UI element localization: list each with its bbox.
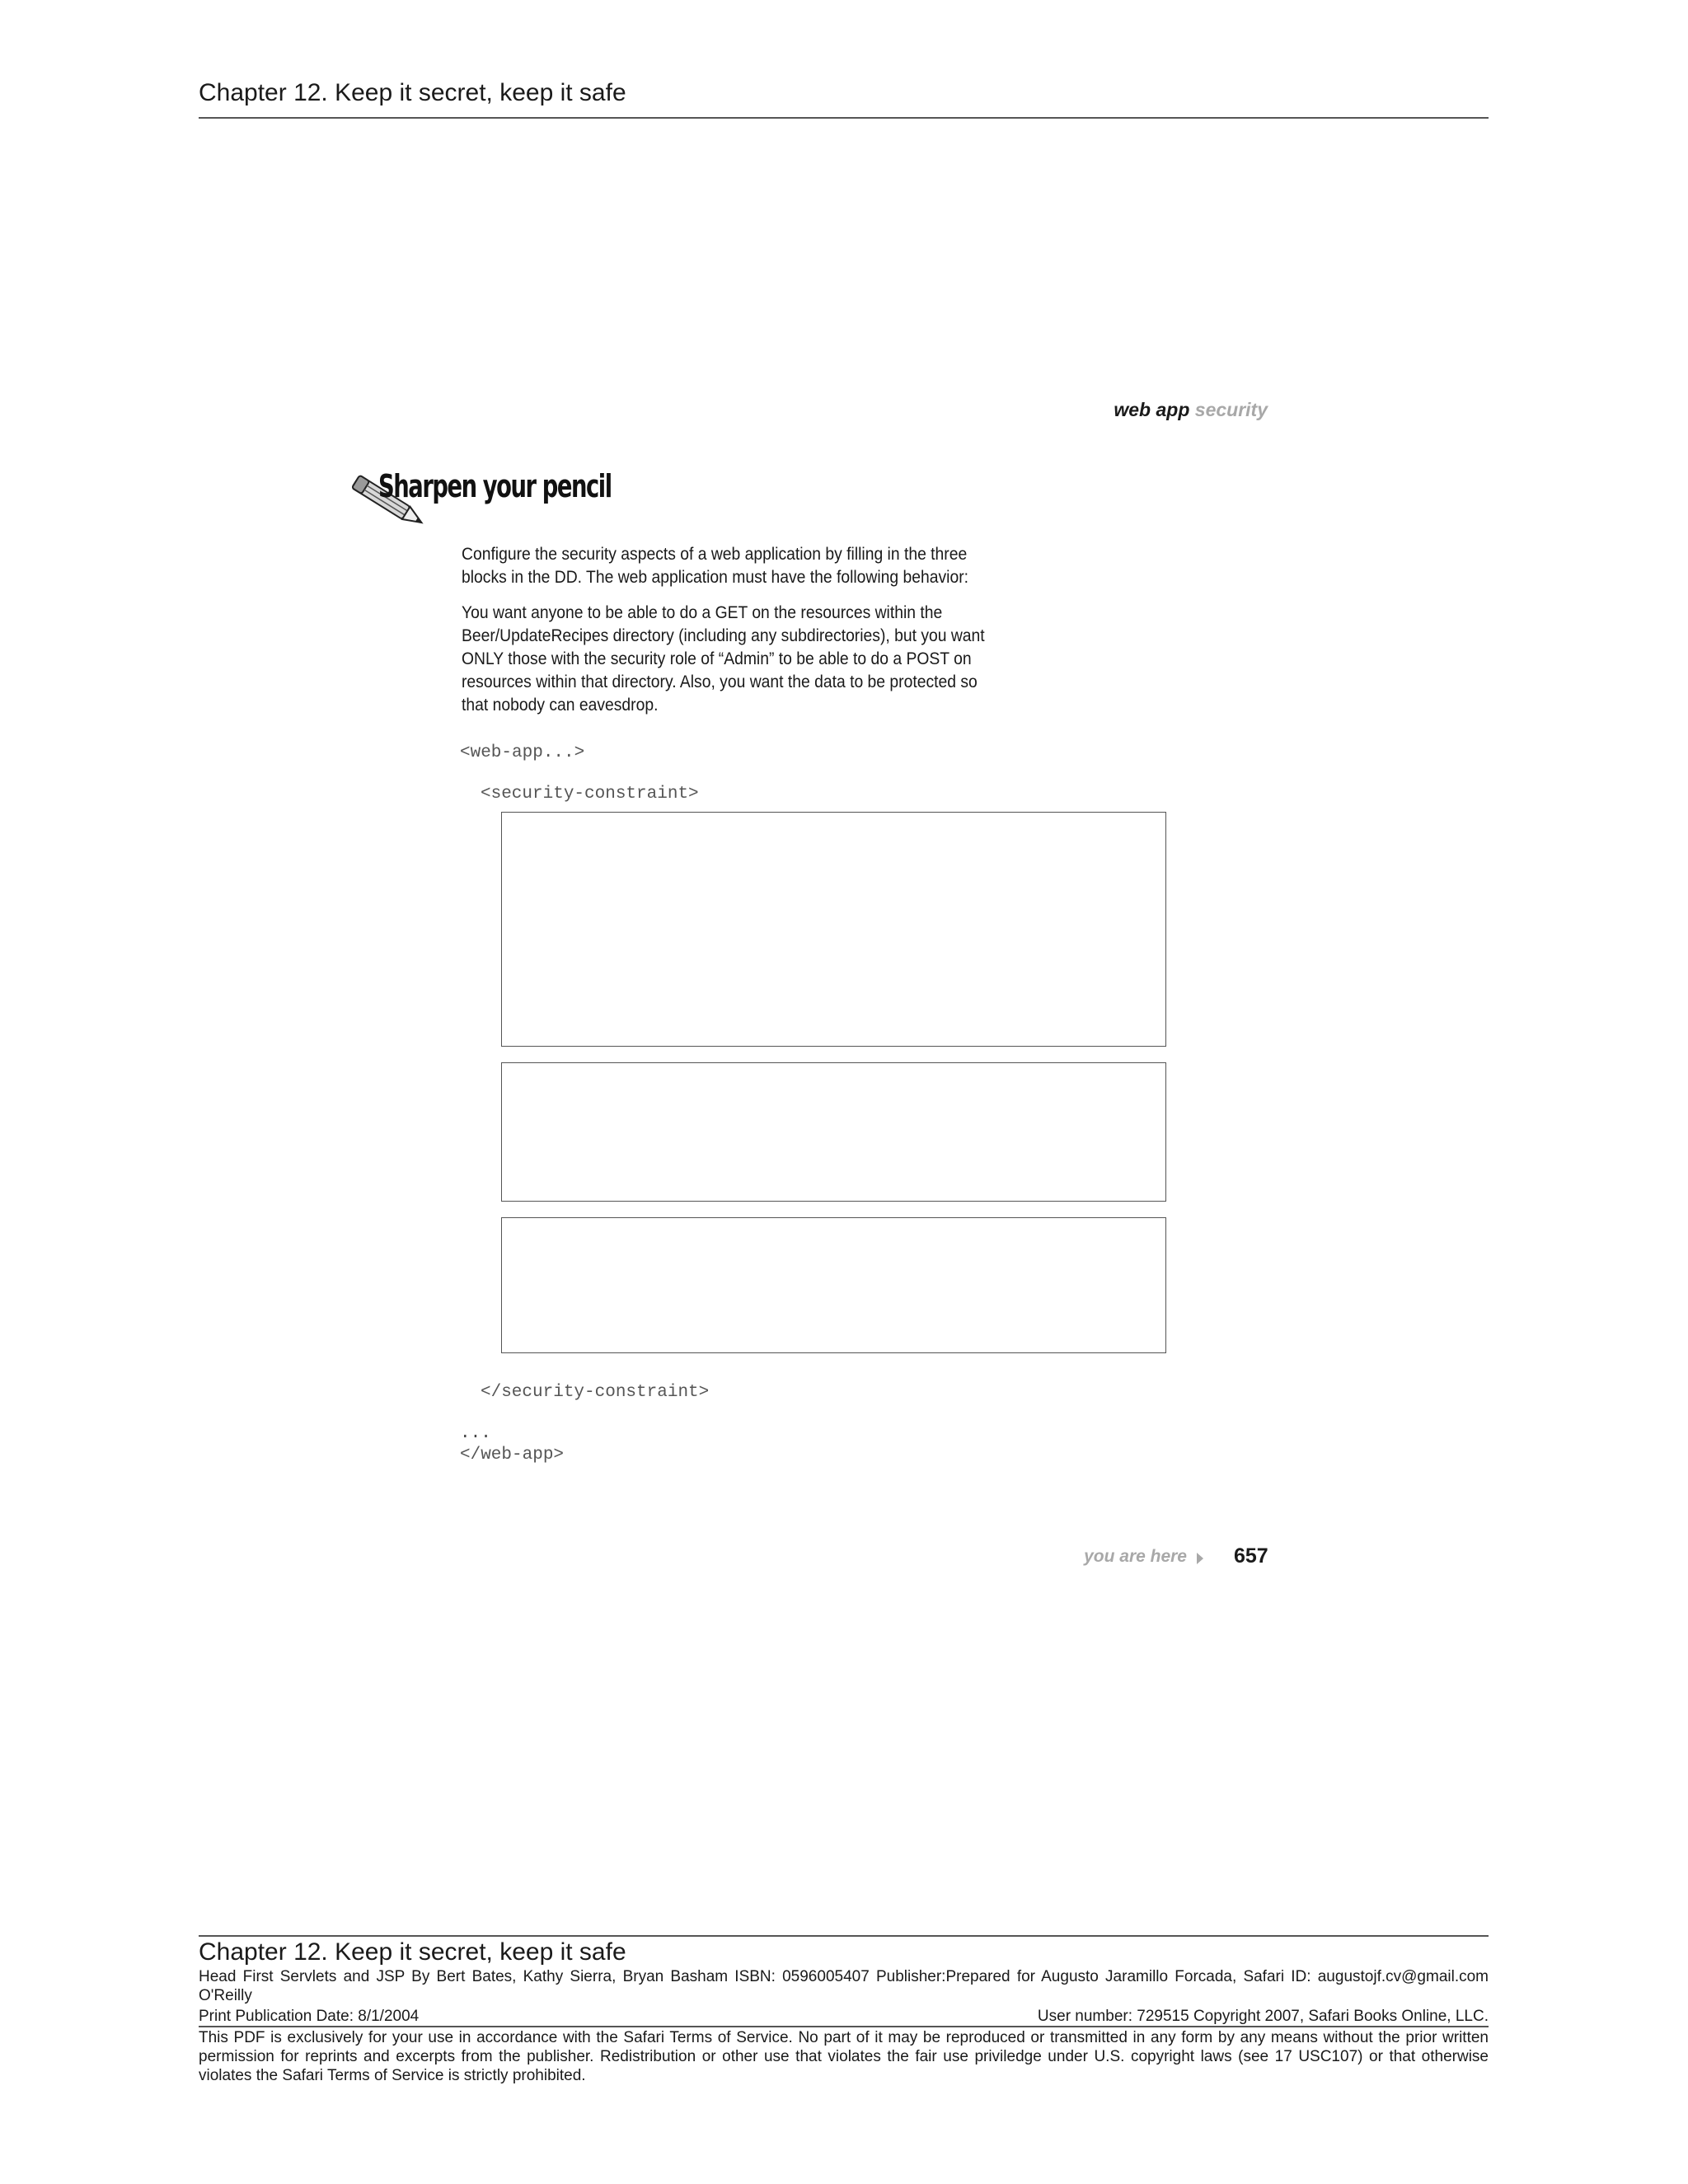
you-are-here-label: you are here [1084,1547,1187,1566]
page-number: 657 [1234,1544,1268,1568]
answer-block-3 [501,1217,1166,1353]
exercise-title: Sharpen your pencil [378,468,612,504]
chapter-title: Chapter 12. Keep it secret, keep it safe [199,79,626,106]
answer-block-1 [501,812,1166,1047]
footer-book-info: Head First Servlets and JSP By Bert Bates, Kathy Sierra, Bryan Basham ISBN: 0596005407 Publisher:Prepared for Augusto Jaramillo Forcada, Safari ID: augustojf.cv@gmail.com [199,1968,1489,1985]
code-ellipsis: ... [460,1424,491,1443]
running-head-light: security [1194,399,1268,420]
running-head [907,399,1268,421]
exercise-instructions: Configure the security aspects of a web application by filling in the three blocks in the DD. The web application must have the following behavior: [462,545,969,587]
code-web-app-open: <web-app...> [460,743,585,762]
header-divider [199,117,1489,119]
footer-divider [199,1935,1489,1937]
footer-divider-2 [199,2026,1489,2027]
exercise-requirements: You want anyone to be able to do a GET on the resources within the Beer/UpdateRecipes directory (including any subdirectories), but you want ONLY those with the security role of “Admin” to be able to do a POST on resources within that directory. Also, you want the data to be protected so that nobody can eavesdrop. [462,603,985,715]
code-web-app-close: </web-app> [460,1446,565,1465]
code-security-constraint-open: <security-constraint> [481,785,699,804]
code-security-constraint-close: </security-constraint> [481,1383,710,1402]
footer-publisher: O'Reilly [199,1987,252,2004]
answer-block-2 [501,1062,1166,1202]
footer-chapter-title: Chapter 12. Keep it secret, keep it safe [199,1938,626,1966]
footer-print-date: Print Publication Date: 8/1/2004 [199,2008,420,2025]
footer-user-info: User number: 729515 Copyright 2007, Safari Books Online, LLC. [1037,2008,1489,2025]
footer-disclaimer: This PDF is exclusively for your use in accordance with the Safari Terms of Service. No part of it may be reproduced or transmitted in any form by any means without the prior written permission for reprints and excerpts from the publisher. Redistribution or other use that violates the fair use priviledge under U.S. copyright laws (see 17 USC107) or that otherwise violates the Safari Terms of Service is strictly prohibited. [199,2029,1489,2084]
running-head-bold: web app [1114,399,1190,420]
arrow-right-icon [1197,1553,1203,1564]
